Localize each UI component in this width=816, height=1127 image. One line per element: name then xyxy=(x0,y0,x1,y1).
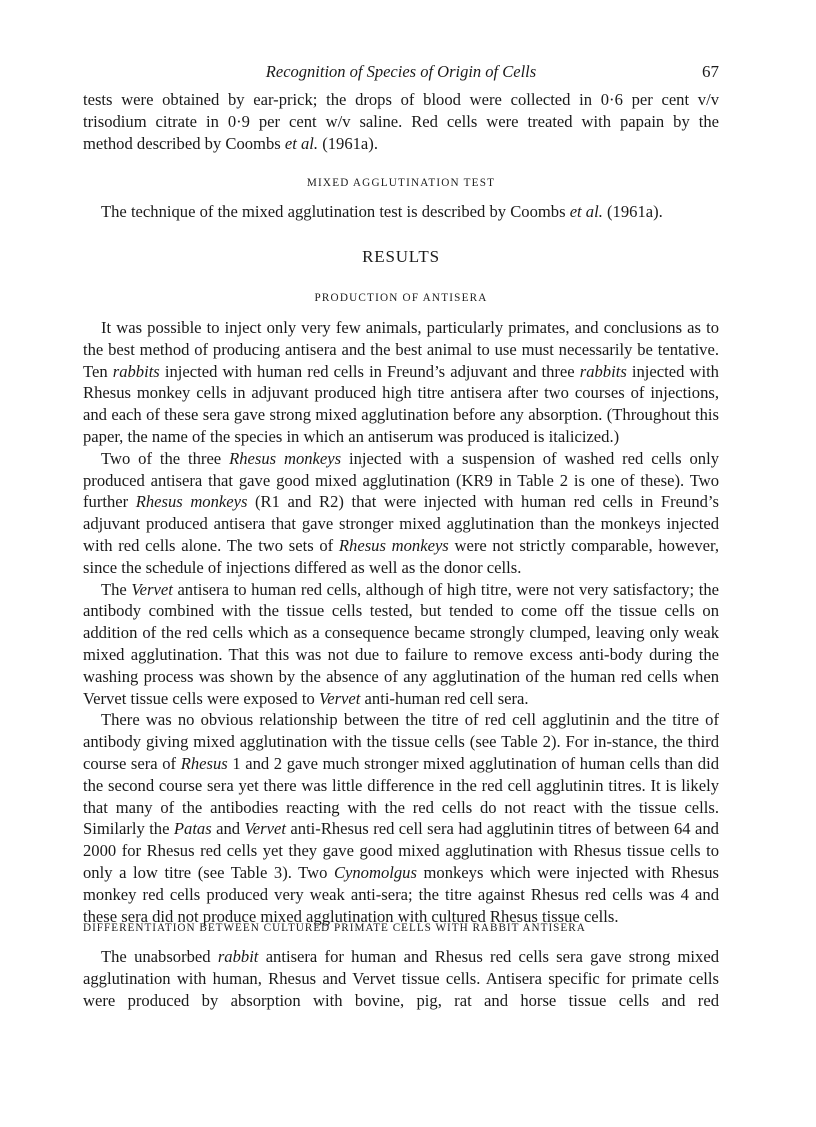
production-section xyxy=(83,317,719,927)
intro-paragraph xyxy=(83,89,719,154)
results-heading: RESULTS xyxy=(362,247,440,266)
differentiation-section xyxy=(83,946,719,1011)
mixed-agglutination-paragraph: The technique of the mixed agglutination test is described by Coombs et al. (1961a). xyxy=(101,202,663,221)
intro-line-1: tests were obtained by ear-prick; the drops of blood were collected in 0·6 per cent v/v xyxy=(83,90,719,109)
production-paragraph-2: Two of the three Rhesus monkeys injected with a suspension of washed red cells only produced antisera that gave good mixed agglutination (KR9 in Table 2 is one of these). Two further Rhesus monkeys (R1 and R2) that were injected with human red cells in Freund’s adjuvant produced antisera that gave stronger mixed agglutination than the monkeys injected with red cells alone. The two sets of Rhesus monkeys were not strictly comparable, however, since the schedule of injections differed as well as the donor cells. xyxy=(83,448,719,577)
differentiation-paragraph-1: The unabsorbed rabbit antisera for human and Rhesus red cells sera gave strong mixed agglutination with human, Rhesus and Vervet tissue cells. Antisera specific for primate cells were produced by absorption with bovine, pig, rat and horse tissue cells and red xyxy=(83,947,719,1010)
running-head-title: Recognition of Species of Origin of Cells xyxy=(265,62,537,81)
production-paragraph-1: It was possible to inject only very few animals, particularly primates, and conclusions as to the best method of producing antisera and the best animal to use must necessarily be tentative. Ten rabbits injected with human red cells in Freund’s adjuvant and three rabbits injected with Rhesus monkey cells in adjuvant produced high titre antisera after two courses of injections, and each of these sera gave strong mixed agglutination before any absorption. (Throughout this paper, the name of the species in which an antiserum was produced is italicized.) xyxy=(83,318,719,446)
production-paragraph-3: The Vervet antisera to human red cells, although of high titre, were not very satisfactory; the antibody combined with the tissue cells tested, but tended to come off the tissue cells on addition of the red cells which as a consequence became strongly clumped, leaving only weak mixed agglutination. That this was not due to failure to remove excess anti-body during the washing process was shown by the absence of any agglutination of the human red cells when Vervet tissue cells were exposed to Vervet anti-human red cell sera. xyxy=(83,579,719,708)
intro-line-3: method described by Coombs et al. (1961a). xyxy=(83,133,378,153)
page-number: 67 xyxy=(702,62,719,81)
production-paragraph-4: There was no obvious relationship between the titre of red cell agglutinin and the titre of antibody giving mixed agglutination with the tissue cells (see Table 2). For in-stance, the third course sera of Rhesus 1 and 2 gave much stronger mixed agglutination of human cells than did the second course sera yet there was little difference in the red cell agglutinin titres. It is likely that many of the antibodies reacting with the red cells do not react with the tissue cells. Similarly the Patas and Vervet anti-Rhesus red cell sera had agglutinin titres of between 64 and 2000 for Rhesus red cells yet they gave good mixed agglutination with Rhesus tissue cells to only a low titre (see Table 3). Two Cynomolgus monkeys which were injected with Rhesus monkey red cells produced very weak anti-sera; the titre against Rhesus red cells was 4 and these sera did not produce mixed agglutination with cultured Rhesus tissue cells. xyxy=(83,710,719,926)
differentiation-heading: DIFFERENTIATION BETWEEN CULTURED PRIMATE CELLS WITH RABBIT ANTISERA xyxy=(83,922,586,934)
production-heading: PRODUCTION OF ANTISERA xyxy=(314,292,488,304)
intro-line-2: trisodium citrate in 0·9 per cent w/v saline. Red cells were treated with papain by the xyxy=(83,111,719,131)
mixed-agglutination-heading: MIXED AGGLUTINATION TEST xyxy=(306,177,496,189)
running-head xyxy=(83,60,719,84)
